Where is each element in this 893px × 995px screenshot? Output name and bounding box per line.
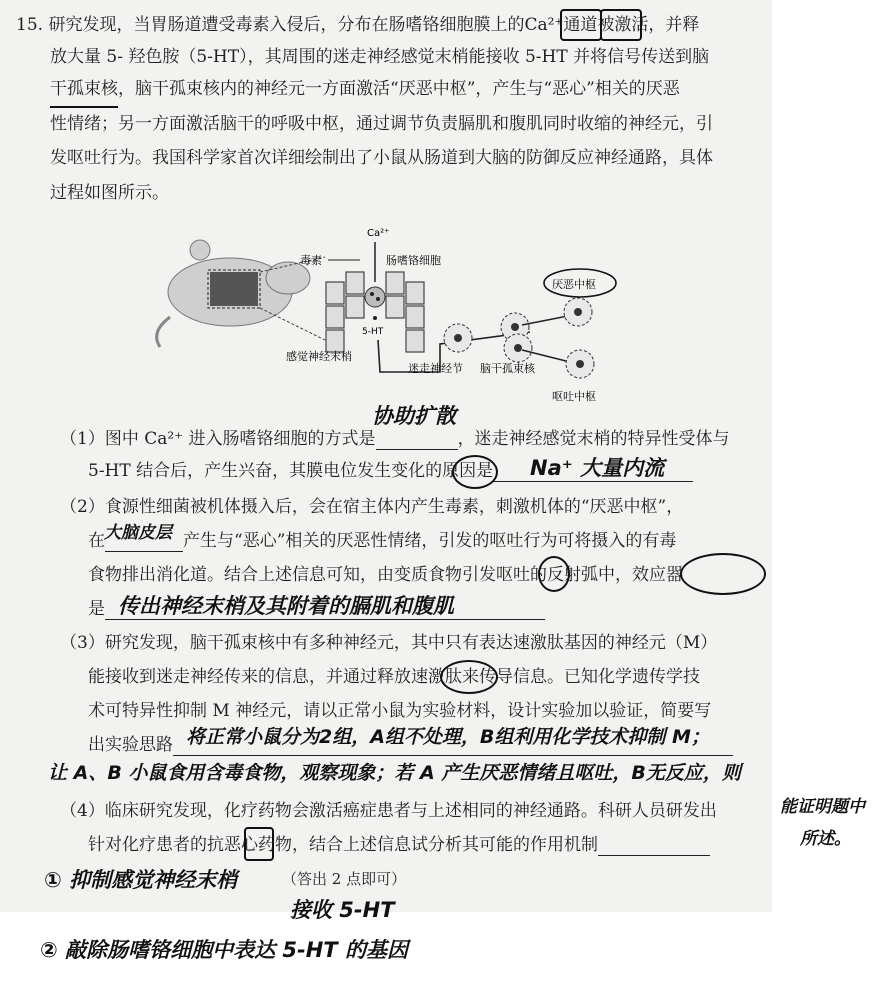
q4-line-2: 针对化疗患者的抗恶心药物，结合上述信息试分析其可能的作用机制 — [88, 834, 710, 856]
q3-blank[interactable] — [173, 755, 733, 756]
intro-line-3: 干孤束核，脑干孤束核内的神经元一方面激活“厌恶中枢”，产生与“恶心”相关的厌恶 — [50, 79, 680, 99]
q1-line-1: （1）图中 Ca²⁺ 进入肠嗜铬细胞的方式是 ，迷走神经感觉末梢的特异性受体与 — [60, 429, 730, 449]
vagus-label: 迷走神经节 — [408, 362, 463, 375]
intro-line-1: 15. 研究发现，当胃肠道遭受毒素入侵后，分布在肠嗜铬细胞膜上的Ca²⁺通道被激活，并释 — [16, 15, 700, 35]
q2-line-2: 在 产生与“恶心”相关的厌恶性情绪，引发的呕吐行为可将摄入的有毒 — [88, 531, 677, 551]
gut-box — [210, 272, 258, 306]
ca-channel-text: Ca²⁺通道 — [524, 15, 598, 35]
hand-answer-4c: ② 敲除肠嗜铬细胞中表达 5-HT 的基因 — [40, 938, 408, 962]
hand-answer-2a: 大脑皮层 — [104, 523, 172, 543]
toxin-label: 毒素 — [300, 254, 322, 267]
pen-box-mark-2 — [600, 9, 642, 41]
hand-answer-4b: 接收 5-HT — [290, 898, 395, 922]
pen-box-mark — [560, 9, 602, 41]
pathway-figure — [140, 222, 640, 412]
hand-answer-1b: Na⁺ 大量内流 — [530, 456, 665, 480]
q2-line-1: （2）食源性细菌被机体摄入后，会在宿主体内产生毒素，刺激机体的“厌恶中枢”， — [60, 497, 684, 517]
pen-circle-mark — [452, 455, 498, 489]
q1-line-2: 5-HT 结合后，产生兴奋，其膜电位发生变化的原因是 — [88, 460, 693, 482]
pen-underline-mark — [50, 100, 118, 108]
ca-label: Ca²⁺ — [367, 228, 390, 239]
intro-line-6: 过程如图所示。 — [50, 183, 169, 203]
intro-line-2: 放大量 5- 羟色胺（5-HT），其周围的迷走神经感觉末梢能接收 5-HT 并将信号传送到脑 — [50, 47, 710, 67]
q3-line-3: 术可特异性抑制 M 神经元，请以正常小鼠为实验材料，设计实验加以验证，简要写 — [88, 701, 712, 721]
hand-answer-4a: ① 抑制感觉神经末梢 — [44, 868, 238, 892]
pen-circle-mark-2 — [538, 556, 570, 592]
ec-cell — [365, 287, 385, 307]
q4-blank[interactable] — [598, 855, 710, 856]
hand-answer-3b: 让 A、B 小鼠食用含毒食物，观察现象；若 A 产生厌恶情绪且呕吐，B无反应，则 — [48, 762, 741, 784]
hand-answer-3d: 所述。 — [800, 829, 851, 849]
sensory-label: 感觉神经末梢 — [286, 350, 352, 363]
q2-line-4: 是 — [88, 598, 545, 620]
vomit-label: 呕吐中枢 — [552, 390, 596, 403]
hand-answer-2b: 传出神经末梢及其附着的膈肌和腹肌 — [118, 594, 454, 618]
pen-box-mark-3 — [244, 827, 274, 861]
question-number: 15. — [16, 15, 44, 35]
q3-line-1: （3）研究发现，脑干孤束核中有多种神经元，其中只有表达速激肽基因的神经元（M） — [60, 633, 718, 653]
ec-cell-label: 肠嗜铬细胞 — [386, 254, 441, 267]
hand-answer-3a: 将正常小鼠分为2组，A组不处理，B组利用化学技术抑制 M； — [186, 726, 710, 748]
hand-answer-3c: 能证明题中 — [780, 797, 865, 817]
q3-line-2: 能接收到迷走神经传来的信息，并通过释放速激肽来传导信息。已知化学遗传学技 — [88, 667, 700, 687]
intro-line-4: 性情绪；另一方面激活脑干的呼吸中枢，通过调节负责膈肌和腹肌同时收缩的神经元，引 — [50, 114, 713, 134]
aversion-label: 厌恶中枢 — [552, 278, 596, 291]
q4-line-1: （4）临床研究发现，化疗药物会激活癌症患者与上述相同的神经通路。科研人员研发出 — [60, 801, 717, 821]
q1-blank-1[interactable] — [376, 449, 458, 450]
q3-line-4: 出实验思路 — [88, 734, 733, 756]
pen-circle-mark-4 — [440, 660, 498, 694]
intestinal-epithelium — [326, 272, 424, 352]
nts-label: 脑干孤束核 — [480, 362, 535, 375]
pen-circle-mark-3 — [680, 553, 766, 595]
sero-label: 5-HT — [362, 327, 384, 337]
intro-line-5: 发呕吐行为。我国科学家首次详细绘制出了小鼠从肠道到大脑的防御反应神经通路，具体 — [50, 148, 713, 168]
hand-answer-1a: 协助扩散 — [372, 404, 456, 428]
q2-line-3: 食物排出消化道。结合上述信息可知，由变质食物引发呕吐的反射弧中，效应器 — [88, 565, 683, 585]
q2-blank-1[interactable] — [105, 551, 183, 552]
q4-hint: （答出 2 点即可） — [282, 870, 407, 888]
